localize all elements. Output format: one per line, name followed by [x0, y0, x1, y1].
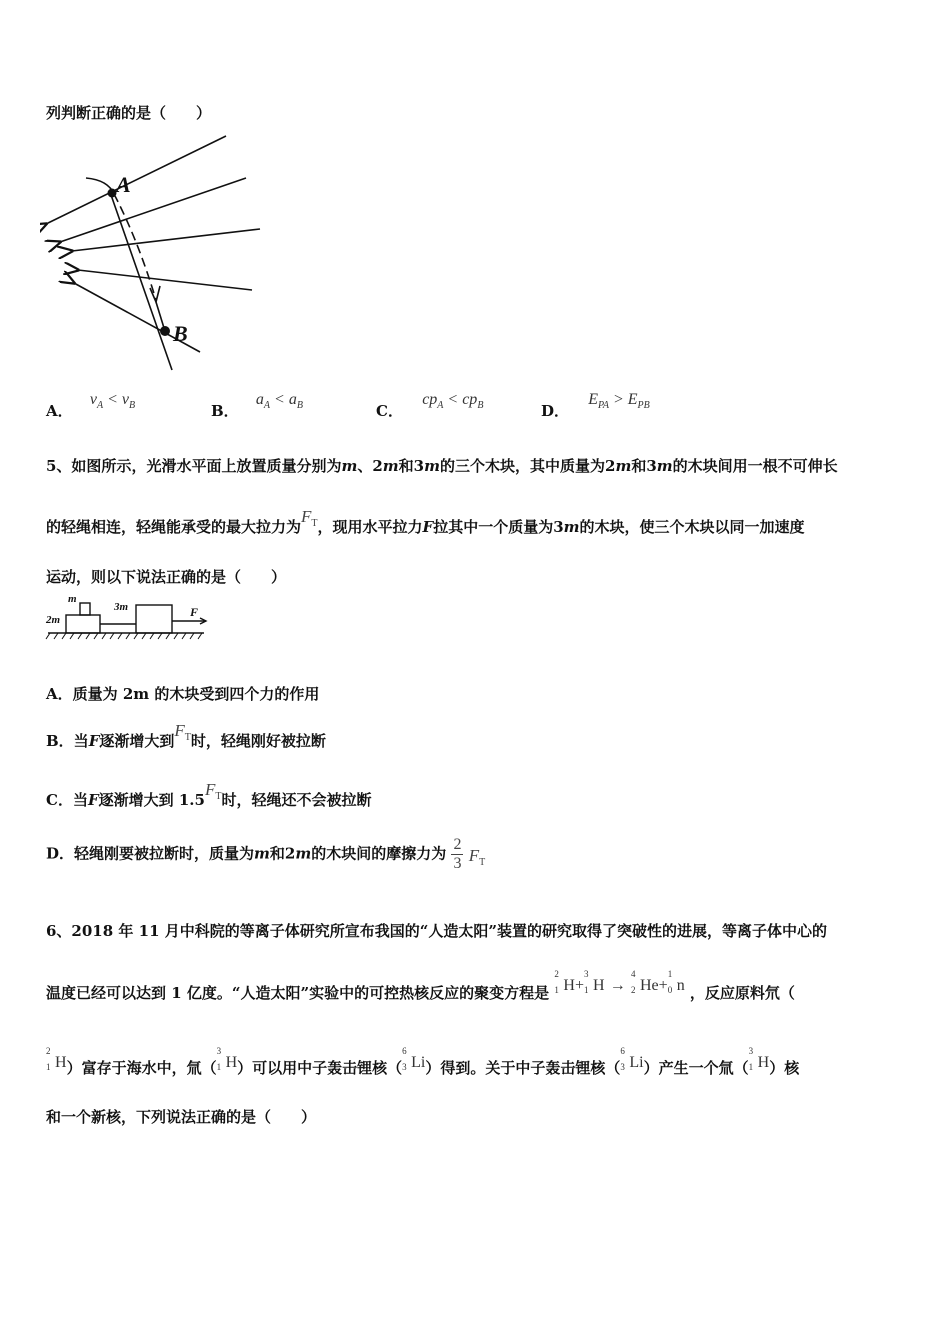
ground-hatching — [46, 633, 202, 639]
label-f: F — [190, 605, 199, 619]
field-line — [72, 229, 260, 251]
fraction-two-thirds: $\frac{2}{3}$ — [453, 836, 462, 872]
q5-stem-line3: 运动，则以下说法正确的是（ ） — [46, 568, 287, 586]
fusion-equation: 2 1 H+ 3 1 H → 4 2 He+ 1 0 n — [554, 969, 685, 995]
block-2m — [66, 615, 100, 633]
q6-stem-line2: 温度已经可以达到 1 亿度。“人造太阳”实验中的可控热核反应的聚变方程是 2 1 H+ 3 1 H → 4 2 He+ 1 0 n ，反应原料氘（ — [46, 969, 795, 1002]
q6-stem-line4: 和一个新核，下列说法正确的是（ ） — [46, 1108, 317, 1126]
label-3m: 3m — [114, 601, 129, 613]
trajectory-end — [156, 302, 164, 328]
q4-field-figure — [40, 130, 270, 375]
q6-stem-line3: 2 1 H）富存于海水中，氚（ 3 1 H）可以用中子轰击锂核（ 6 3 Li）得到。关于中子轰击锂核（ 6 3 Li）产生一个氚（ 3 1 H）核 — [46, 1046, 800, 1077]
q4-option-b[interactable]: B． $a_A < a_B$ — [211, 391, 303, 420]
label-2m: 2m — [46, 614, 61, 626]
ft-symbol: $F_T$ — [301, 507, 318, 529]
trajectory-dashed — [114, 194, 156, 300]
q5-option-a[interactable]: A．质量为 2m 的木块受到四个力的作用 — [46, 685, 320, 703]
q5-stem-line1: 5、如图所示，光滑水平面上放置质量分别为m、2m和3m的三个木块，其中质量为2m和3m的木块间用一根不可伸长 — [46, 457, 838, 475]
q4-stem-tail: 列判断正确的是（ ） — [46, 104, 212, 122]
q5-stem-line2: 的轻绳相连，轻绳能承受的最大拉力为$F_T$，现用水平拉力F拉其中一个质量为3m的木块，使三个木块以同一加速度 — [46, 507, 805, 536]
q4-option-d[interactable]: D． $E_{PA} > E_{PB}$ — [541, 391, 650, 420]
label-m: m — [68, 593, 77, 605]
q4-option-c[interactable]: C． $cp_A < cp_B$ — [376, 391, 484, 420]
q5-option-b[interactable]: B．当F逐渐增大到$F_T$时，轻绳刚好被拉断 — [46, 721, 326, 750]
q5-option-d[interactable]: D．轻绳刚要被拉断时，质量为m和2m的木块间的摩擦力为 $\frac{2}{3}$ $F_T$ — [46, 836, 486, 872]
field-line — [78, 270, 252, 290]
point-b — [160, 326, 170, 336]
label-b: B — [173, 321, 188, 346]
label-a: A — [116, 172, 131, 197]
q4-option-a[interactable]: A． $v_A < v_B$ — [46, 391, 136, 420]
field-line — [46, 136, 226, 224]
block-3m — [136, 605, 172, 633]
block-m — [80, 603, 90, 615]
q5-option-c[interactable]: C．当F逐渐增大到 $1.5F_T$时，轻绳还不会被拉断 — [46, 780, 372, 809]
field-line — [60, 178, 246, 242]
q5-blocks-figure — [44, 593, 210, 645]
trajectory-arrow — [150, 286, 160, 302]
field-line — [110, 192, 172, 370]
q6-stem-line1: 6、2018 年 11 月中科院的等离子体研究所宣布我国的“人造太阳”装置的研究取得了突破性的进展，等离子体中心的 — [46, 922, 827, 940]
